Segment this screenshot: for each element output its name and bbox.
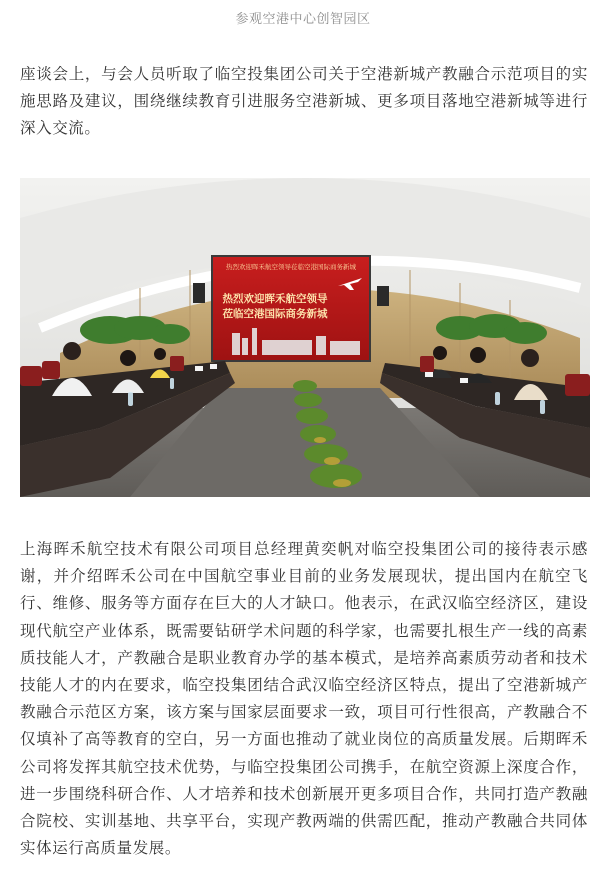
screen-banner-line1: 热烈欢迎晖禾航空领导	[222, 293, 328, 305]
screen-banner-line2: 莅临空港国际商务新城	[222, 308, 328, 320]
paragraph-speech: 上海晖禾航空技术有限公司项目总经理黄奕帆对临空投集团公司的接待表示感谢，并介绍晖禾公司在中国航空事业目前的业务发展现状，提出国内在航空飞行、维修、服务等方面存在巨大的人才缺口。他表示，在武汉临空经济区，建设现代航空产业体系，既需要钻研学术问题的科学家，也需要扎根生产一线的高素质技能人才，产教融合是职业教育办学的基本模式，是培养高素质劳动者和技术技能人才的内在要求，临空投集团结合武汉临空经济区特点，提出了空港新城产教融合示范区方案，该方案与国家层面要求一致，项目可行性很高，产教融合不仅填补了高等教育的空白，另一方面也推动了就业岗位的高质量发展。后期晖禾公司将发挥其航空技术优势，与临空投集团公司携手，在航空资源上深度合作，进一步围绕科研合作、人才培养和技术创新展开更多项目合作，共同打造产教融合院校、实训基地、共享平台，实现产教两端的供需匹配，推动产教融合共同体实体运行高质量发展。	[20, 540, 588, 858]
screen-banner-small-text: 热烈欢迎晖禾航空领导莅临空港国际商务新城	[226, 263, 356, 271]
paragraph-meeting-summary: 座谈会上，与会人员听取了临空投集团公司关于空港新城产教融合示范项目的实施思路及建议，围绕继续教育引进服务空港新城、更多项目落地空港新城等进行深入交流。	[20, 65, 588, 138]
meeting-photo	[20, 178, 590, 497]
image-caption: 参观空港中心创智园区	[235, 12, 371, 27]
